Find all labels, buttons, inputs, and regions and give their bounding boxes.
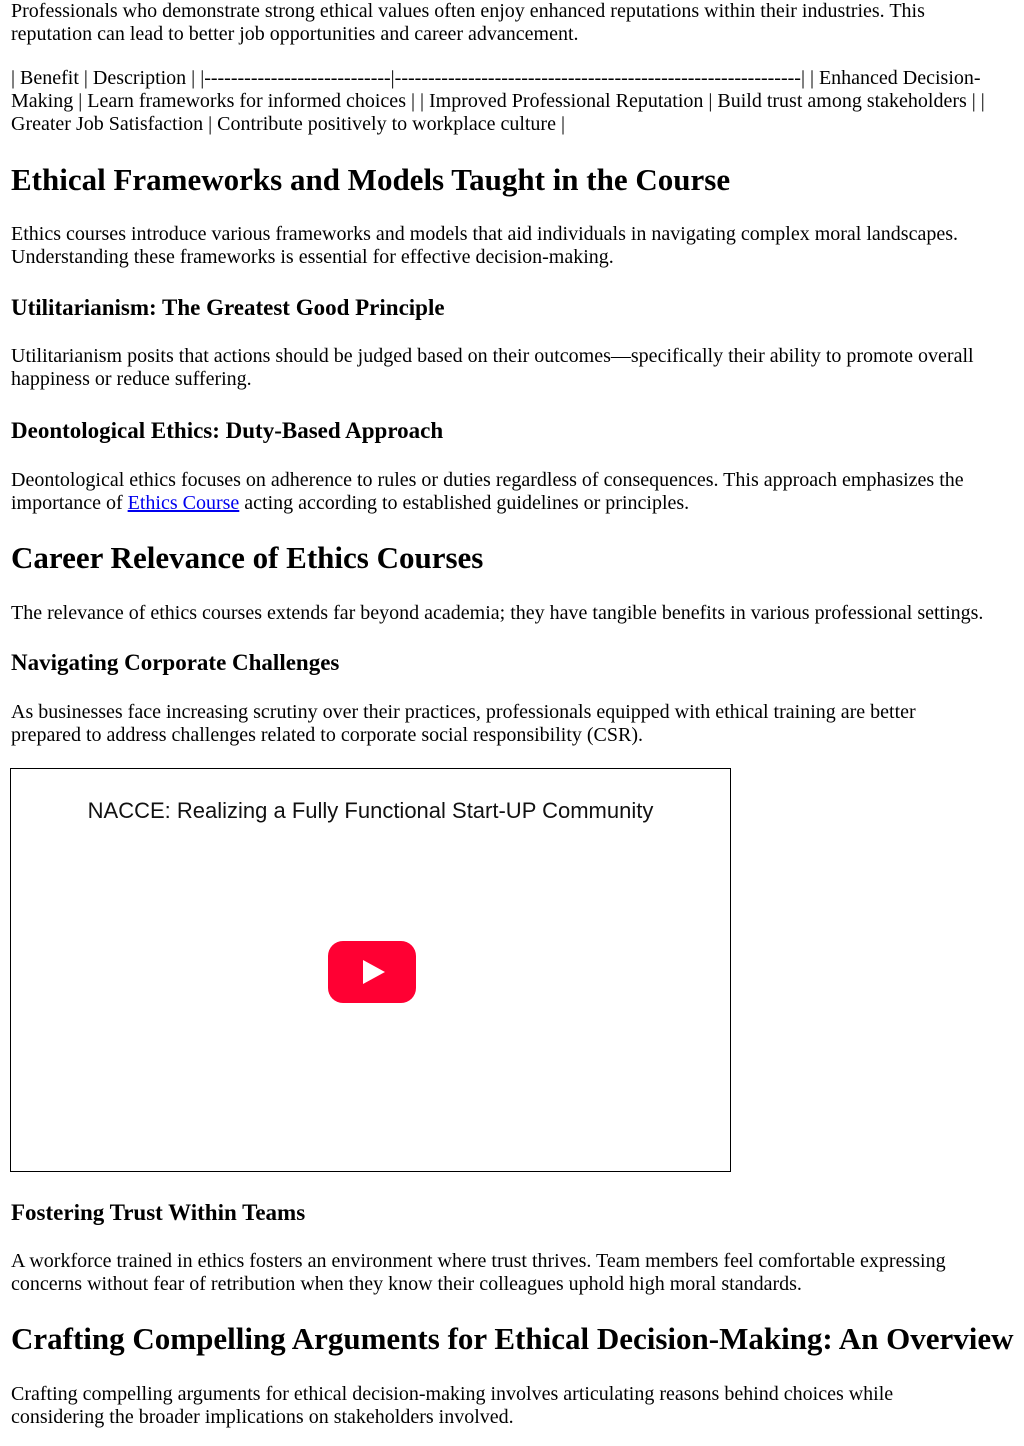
heading-deontological-ethics: Deontological Ethics: Duty-Based Approach	[11, 418, 444, 443]
benefits-table-text: | Benefit | Description | |----------------------------|-------------------------------------------------------------| | Enhanced Decision-Making | Learn frameworks for informed choices | | Improved Professional Reputation | Build trust among stakeholders | | Greater Job Satisfaction | Contribute positively to workplace culture |	[11, 67, 985, 135]
frameworks-paragraph: Ethics courses introduce various frameworks and models that aid individuals in navigating complex moral landscapes. Understanding these frameworks is essential for effective decision-making.	[11, 223, 958, 268]
heading-ethical-frameworks: Ethical Frameworks and Models Taught in the Course	[11, 162, 731, 197]
corporate-paragraph: As businesses face increasing scrutiny over their practices, professionals equipped with ethical training are better prepared to address challenges related to corporate social responsibility (CSR).	[11, 701, 916, 746]
intro-paragraph: Professionals who demonstrate strong ethical values often enjoy enhanced reputations within their industries. This reputation can lead to better job opportunities and career advancement.	[11, 0, 925, 45]
play-icon	[328, 941, 416, 1003]
ethics-course-link[interactable]: Ethics Course	[127, 492, 240, 514]
deontology-text-before: Deontological ethics focuses on adherence to rules or duties regardless of consequences. This approach emphasizes the importance of	[11, 469, 964, 514]
video-title: NACCE: Realizing a Fully Functional Start-UP Community	[87, 798, 654, 823]
heading-utilitarianism: Utilitarianism: The Greatest Good Principle	[11, 295, 445, 320]
deontology-paragraph	[11, 469, 1016, 515]
heading-fostering-trust: Fostering Trust Within Teams	[11, 1200, 306, 1225]
heading-crafting-arguments: Crafting Compelling Arguments for Ethical Decision-Making: An Overview	[11, 1321, 1014, 1356]
arguments-paragraph: Crafting compelling arguments for ethical decision-making involves articulating reasons behind choices while considering the broader implications on stakeholders involved.	[11, 1383, 894, 1428]
trust-paragraph: A workforce trained in ethics fosters an environment where trust thrives. Team members feel comfortable expressing concerns without fear of retribution when they know their colleagues uphold high moral standards.	[11, 1250, 946, 1295]
play-button[interactable]	[328, 941, 416, 1003]
career-paragraph: The relevance of ethics courses extends far beyond academia; they have tangible benefits in various professional settings.	[11, 602, 984, 624]
utilitarianism-paragraph: Utilitarianism posits that actions should be judged based on their outcomes—specifically their ability to promote overall happiness or reduce suffering.	[11, 345, 974, 390]
heading-career-relevance: Career Relevance of Ethics Courses	[11, 540, 484, 575]
heading-corporate-challenges: Navigating Corporate Challenges	[11, 650, 340, 675]
video-embed[interactable]	[10, 768, 731, 1172]
deontology-text-after: acting according to established guidelines or principles.	[239, 492, 690, 514]
